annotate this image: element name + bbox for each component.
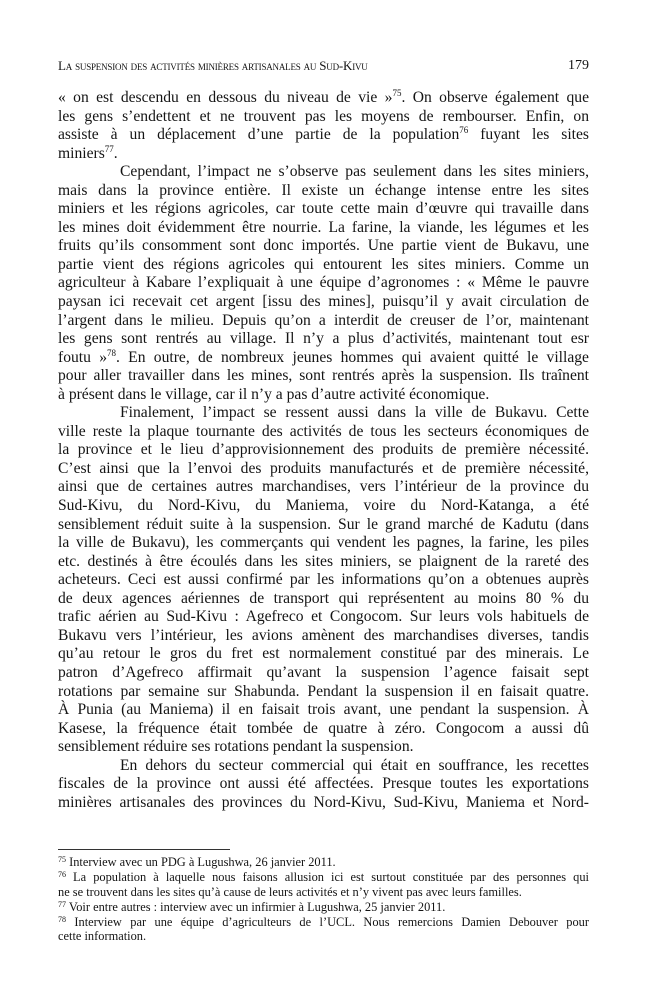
- text-segment: minières artisanales des provinces du Nord-Kivu, Sud-Kivu, Maniema et Nord-: [58, 793, 589, 811]
- text-segment: rotations par semaine sur Shabunda. Pendant la suspension il en faisait quatre.: [58, 682, 589, 700]
- text-segment: Finalement, l’impact se ressent aussi dans la ville de Bukavu. Cette: [120, 404, 589, 422]
- footnote-text: ne se trouvent dans les sites qu’à cause de leurs activités et n’y vivent pas avec leurs familles.: [58, 884, 522, 899]
- text-line: [58, 460, 589, 479]
- text-line: [58, 627, 589, 646]
- text-segment: etc. destinés à être écoulés dans les sites miniers, se plaignent de la rareté des: [58, 552, 589, 570]
- text-line: [58, 312, 589, 331]
- footnote-line: [58, 915, 589, 930]
- text-segment: trafic aérien au Sud-Kivu : Agefreco et Congocom. Sur leurs vols habituels de: [58, 608, 589, 626]
- text-segment: mais dans la province entière. Il existe un échange intense entre les sites: [58, 181, 589, 199]
- text-line: [58, 683, 589, 702]
- text-segment: acheteurs. Ceci est aussi confirmé par les informations qu’on a obtenues auprès: [58, 571, 589, 589]
- text-segment: fuyant les sites: [468, 126, 590, 144]
- text-line: [58, 516, 589, 535]
- text-line: [58, 664, 589, 683]
- text-line: [58, 553, 589, 572]
- text-line: [58, 738, 589, 757]
- text-line: [58, 571, 589, 590]
- footnote-line: [58, 870, 589, 885]
- footnote-text: Voir entre autres : interview avec un infirmier à Lugushwa, 25 janvier 2011.: [66, 899, 446, 914]
- text-segment: de deux agences aériennes de transport qui représentent au moins 80 % du: [58, 589, 589, 607]
- text-line: [58, 794, 589, 813]
- text-line: [58, 200, 589, 219]
- footnote-line: [58, 885, 589, 900]
- text-segment: à présent dans le village, car il n’y a pas d’autre activité économique.: [58, 385, 490, 403]
- text-segment: qu’au retour le gros du fret est normalement constitué par des minerais. Le: [58, 645, 589, 663]
- text-line: [58, 757, 589, 776]
- text-line: [58, 423, 589, 442]
- footnote-text: Interview par une équipe d’agriculteurs de l’UCL. Nous remercions Damien Debouver pour: [66, 914, 589, 929]
- text-segment: . On observe également que: [401, 89, 589, 106]
- text-segment: ville reste la plaque tournante des activités de tous les secteurs économiques de: [58, 422, 589, 440]
- text-line: [58, 701, 589, 720]
- text-segment: pour aller travailler dans les mines, sont rentrés après la suspension. Ils traînent: [58, 367, 589, 385]
- footnote-number: 77: [58, 899, 66, 909]
- text-line: [58, 775, 589, 794]
- text-segment: Cependant, l’impact ne s’observe pas seulement dans les sites miniers,: [120, 163, 589, 181]
- text-line: [58, 497, 589, 516]
- text-line: [58, 608, 589, 627]
- footnote-line: [58, 929, 589, 944]
- text-segment: Bukavu vers l’intérieur, les avions amènent des marchandises diverses, tandis: [58, 626, 589, 644]
- text-line: [58, 182, 589, 201]
- text-segment: agriculteur à Kabare l’expliquait à une équipe d’agronomes : « Même le pauvre: [58, 274, 589, 292]
- text-segment: En dehors du secteur commercial qui était en souffrance, les recettes: [120, 756, 589, 774]
- text-line: [58, 386, 589, 405]
- footnote-reference[interactable]: 77: [104, 143, 114, 154]
- text-segment: partie vient des régions agricoles qui entourent les sites miniers. Comme un: [58, 255, 589, 273]
- running-header: [58, 58, 589, 76]
- text-line: [58, 349, 589, 368]
- text-line: [58, 219, 589, 238]
- footnote-reference[interactable]: 78: [107, 347, 116, 358]
- text-segment: Sud-Kivu, du Nord-Kivu, du Maniema, voire du Nord-Katanga, a été: [58, 497, 589, 515]
- text-segment: sensiblement réduit suite à la suspension. Sur le grand marché de Kadutu (dans: [58, 515, 589, 533]
- running-title: La suspension des activités minières artisanales au Sud-Kivu: [58, 58, 368, 73]
- footnote-number: 76: [58, 869, 66, 879]
- footnote-number: 78: [58, 914, 66, 924]
- text-segment: Kasese, la fréquence était tombée de quatre à zéro. Congocom a aussi dû: [58, 719, 589, 737]
- text-line: [58, 293, 589, 312]
- text-line: [58, 367, 589, 386]
- text-line: [58, 237, 589, 256]
- text-line: [58, 89, 589, 108]
- text-segment: la province et le lieu d’approvisionnement des produits de première nécessité.: [58, 441, 589, 459]
- footnote-text: cette information.: [58, 929, 147, 944]
- page-number: 179: [568, 58, 589, 73]
- body-text: [58, 89, 589, 812]
- text-segment: miniers et les régions agricoles, car toute cette main d’œuvre qui travaille dans: [58, 200, 589, 218]
- footnote-line: [58, 900, 589, 915]
- text-line: [58, 108, 589, 127]
- text-segment: les gens sont rentrés au village. Il n’y a plus d’activités, maintenant tout esr: [58, 330, 589, 348]
- footnote-divider: [58, 849, 230, 850]
- text-line: [58, 274, 589, 293]
- text-segment: la ville de Bukavu), les commerçants qui vendent les pagnes, la farine, les piles: [58, 534, 589, 552]
- footnote-reference[interactable]: 75: [392, 88, 402, 98]
- text-segment: « on est descendu en dessous du niveau de vie »: [58, 89, 393, 106]
- text-segment: . En outre, de nombreux jeunes hommes qui avaient quitté le village: [116, 348, 589, 366]
- text-line: [58, 534, 589, 553]
- text-segment: paysan ici recevait cet argent [issu des mines], puisqu’il y avait circulation de: [58, 293, 589, 311]
- text-segment: fiscales de la province ont aussi été affectées. Presque toutes les exportations: [58, 775, 589, 793]
- text-line: [58, 645, 589, 664]
- text-segment: assiste à un déplacement d’une partie de la population: [58, 126, 460, 144]
- footnotes: [58, 855, 589, 944]
- text-line: [58, 441, 589, 460]
- text-segment: sensiblement réduire ses rotations pendant la suspension.: [58, 738, 414, 756]
- text-segment: patron d’Agefreco affirmait qu’avant la suspension l’agence faisait sept: [58, 663, 589, 681]
- text-line: [58, 404, 589, 423]
- footnote-reference[interactable]: 76: [459, 125, 469, 136]
- text-line: [58, 145, 589, 164]
- text-segment: .: [113, 144, 118, 162]
- text-line: [58, 478, 589, 497]
- text-line: [58, 126, 589, 145]
- text-line: [58, 163, 589, 182]
- text-segment: l’argent dans le milieu. Depuis qu’on a interdit de creuser de l’or, maintenant: [58, 311, 589, 329]
- text-line: [58, 590, 589, 609]
- text-line: [58, 256, 589, 275]
- text-segment: les mines doit évidemment être nourrie. La farine, la viande, les légumes et les: [58, 218, 589, 236]
- text-line: [58, 720, 589, 739]
- footnote-number: 75: [58, 855, 66, 864]
- text-segment: les gens s’endettent et ne trouvent pas les moyens de rembourser. Enfin, on: [58, 107, 589, 125]
- text-segment: ainsi que de certaines autres marchandises, vers l’intérieur de la province du: [58, 478, 589, 496]
- footnote-text: La population à laquelle nous faisons allusion ici est surtout constituée par des personnes qui: [66, 869, 589, 884]
- footnote-text: Interview avec un PDG à Lugushwa, 26 janvier 2011.: [66, 855, 336, 869]
- text-segment: miniers: [58, 144, 105, 162]
- text-segment: À Punia (au Maniema) il en faisait trois avant, une pendant la suspension. À: [58, 701, 589, 719]
- text-segment: C’est ainsi que la l’envoi des produits manufacturés et de première nécessité,: [58, 459, 589, 477]
- footnote-line: [58, 855, 589, 870]
- text-line: [58, 330, 589, 349]
- text-segment: fruits qu’ils consomment sont donc importés. Une partie vient de Bukavu, une: [58, 237, 589, 255]
- text-segment: foutu »: [58, 348, 107, 366]
